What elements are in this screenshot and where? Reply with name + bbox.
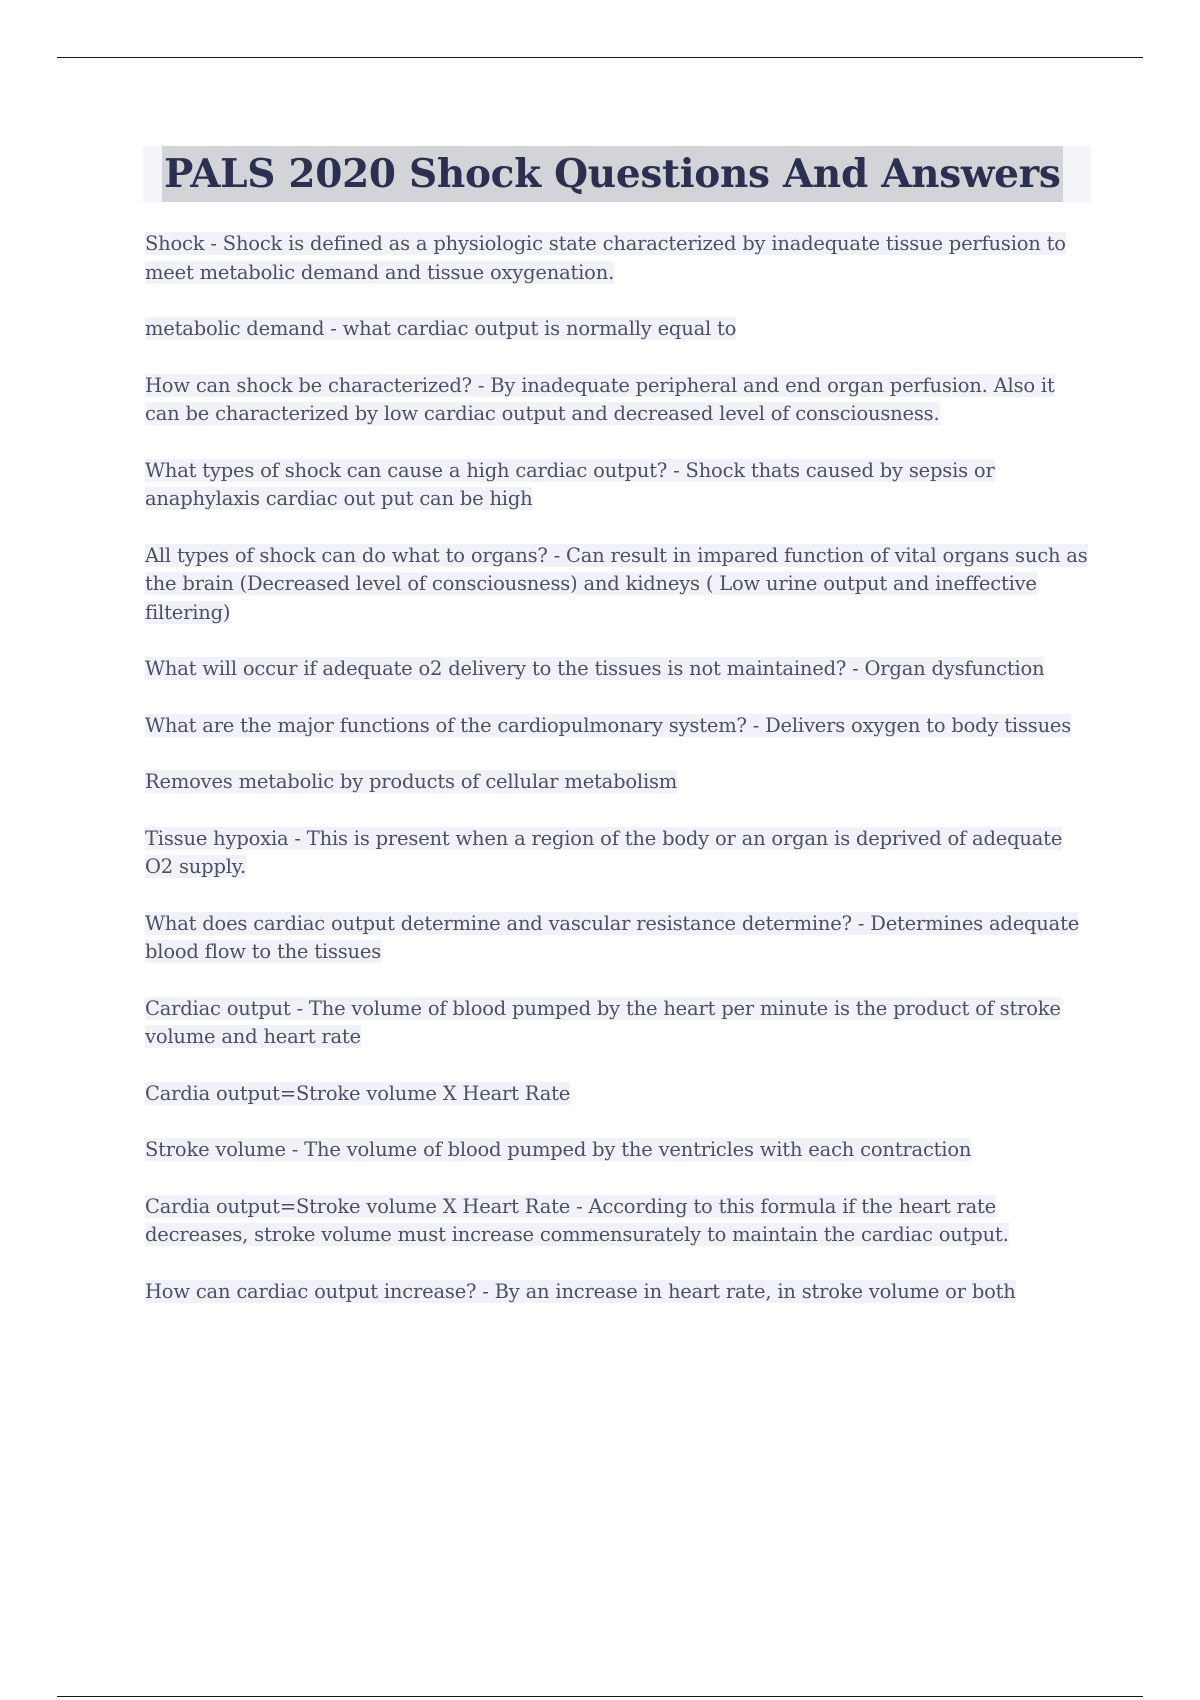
qa-entry	[145, 995, 1095, 1052]
qa-entry-text: Cardia output=Stroke volume X Heart Rate - According to this formula if the heart rate decreases, stroke volume must increase commensurately to maintain the cardiac output.	[145, 1194, 1009, 1246]
qa-entry-text: All types of shock can do what to organs? - Can result in impared function of vital organs such as the brain (Decreased level of consciousness) and kidneys ( Low urine output and ineffective filtering)	[145, 543, 1088, 624]
qa-list	[145, 230, 1095, 1334]
qa-entry-text: What will occur if adequate o2 delivery to the tissues is not maintained? - Organ dysfunction	[145, 657, 1045, 680]
qa-entry-text: How can cardiac output increase? - By an increase in heart rate, in stroke volume or both	[145, 1279, 1016, 1303]
qa-entry	[145, 655, 1095, 684]
qa-entry	[145, 825, 1095, 882]
header-rule	[57, 57, 1143, 58]
qa-entry	[145, 1278, 1095, 1307]
qa-entry	[145, 910, 1095, 967]
qa-entry-text: Cardiac output - The volume of blood pumped by the heart per minute is the product of stroke volume and heart rate	[145, 996, 1061, 1048]
qa-entry-text: Removes metabolic by products of cellular metabolism	[145, 770, 678, 793]
qa-entry-text: Stroke volume - The volume of blood pumped by the ventricles with each contraction	[145, 1138, 972, 1161]
qa-entry	[145, 542, 1095, 628]
qa-entry-text: Shock - Shock is defined as a physiologic state characterized by inadequate tissue perfusion to meet metabolic demand and tissue oxygenation.	[145, 232, 1066, 284]
qa-entry-text: What are the major functions of the cardiopulmonary system? - Delivers oxygen to body tissues	[145, 713, 1072, 737]
qa-entry-text: metabolic demand - what cardiac output is normally equal to	[145, 317, 737, 340]
qa-entry	[145, 712, 1095, 741]
footer-rule	[57, 1696, 1143, 1697]
qa-entry-text: What types of shock can cause a high cardiac output? - Shock thats caused by sepsis or anaphylaxis cardiac out put can be high	[145, 458, 995, 510]
qa-entry	[145, 315, 1095, 344]
qa-entry-text: How can shock be characterized? - By inadequate peripheral and end organ perfusion. Also it can be characterized by low cardiac output and decreased level of consciousness.	[145, 373, 1055, 425]
qa-entry	[145, 230, 1095, 287]
qa-entry	[145, 457, 1095, 514]
qa-entry-text: What does cardiac output determine and vascular resistance determine? - Determines adequate blood flow to the tissues	[145, 911, 1080, 963]
qa-entry	[145, 768, 1095, 797]
qa-entry	[145, 1080, 1095, 1109]
qa-entry	[145, 1136, 1095, 1165]
document-title: PALS 2020 Shock Questions And Answers	[162, 146, 1063, 202]
qa-entry	[145, 1193, 1095, 1250]
qa-entry-text: Cardia output=Stroke volume X Heart Rate	[145, 1081, 571, 1105]
qa-entry-text: Tissue hypoxia - This is present when a region of the body or an organ is deprived of adequate O2 supply.	[145, 826, 1063, 878]
qa-entry	[145, 372, 1095, 429]
